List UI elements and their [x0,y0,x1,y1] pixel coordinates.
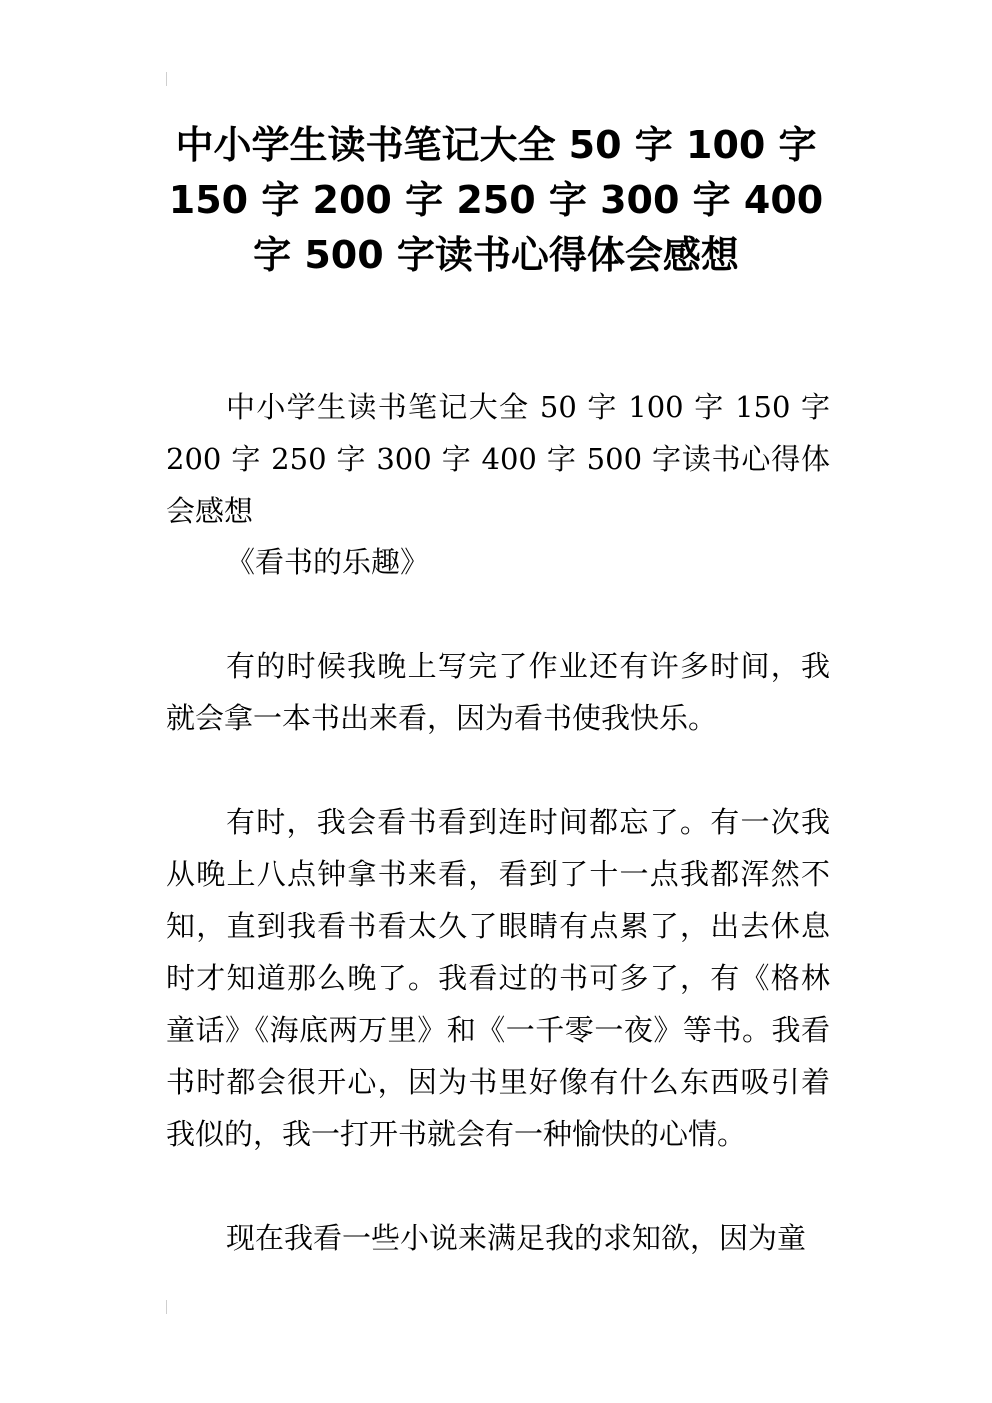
paragraph-subtitle: 中小学生读书笔记大全 50 字 100 字 150 字 200 字 250 字 300 字 400 字 500 字读书心得体会感想 [166,390,830,528]
page-corner-mark-top [166,72,167,86]
page-corner-mark-bottom [166,1300,167,1314]
paragraph: 现在我看一些小说来满足我的求知欲，因为童 [226,1221,807,1255]
paragraph-essay-title: 《看书的乐趣》 [226,545,430,579]
paragraph: 有时，我会看书看到连时间都忘了。有一次我从晚上八点钟拿书来看，看到了十一点我都浑然不知，直到我看书看太久了眼睛有点累了，出去休息时才知道那么晚了。我看过的书可多了，有《格林童话》《海底两万里》和《一千零一夜》等书。我看书时都会很开心，因为书里好像有什么东西吸引着我似的，我一打开书就会有一种愉快的心情。 [166,805,830,1151]
paragraph: 有的时候我晚上写完了作业还有许多时间，我就会拿一本书出来看，因为看书使我快乐。 [166,649,830,735]
document-title: 中小学生读书笔记大全 50 字 100 字 150 字 200 字 250 字 300 字 400 字 500 字读书心得体会感想 [168,123,824,277]
